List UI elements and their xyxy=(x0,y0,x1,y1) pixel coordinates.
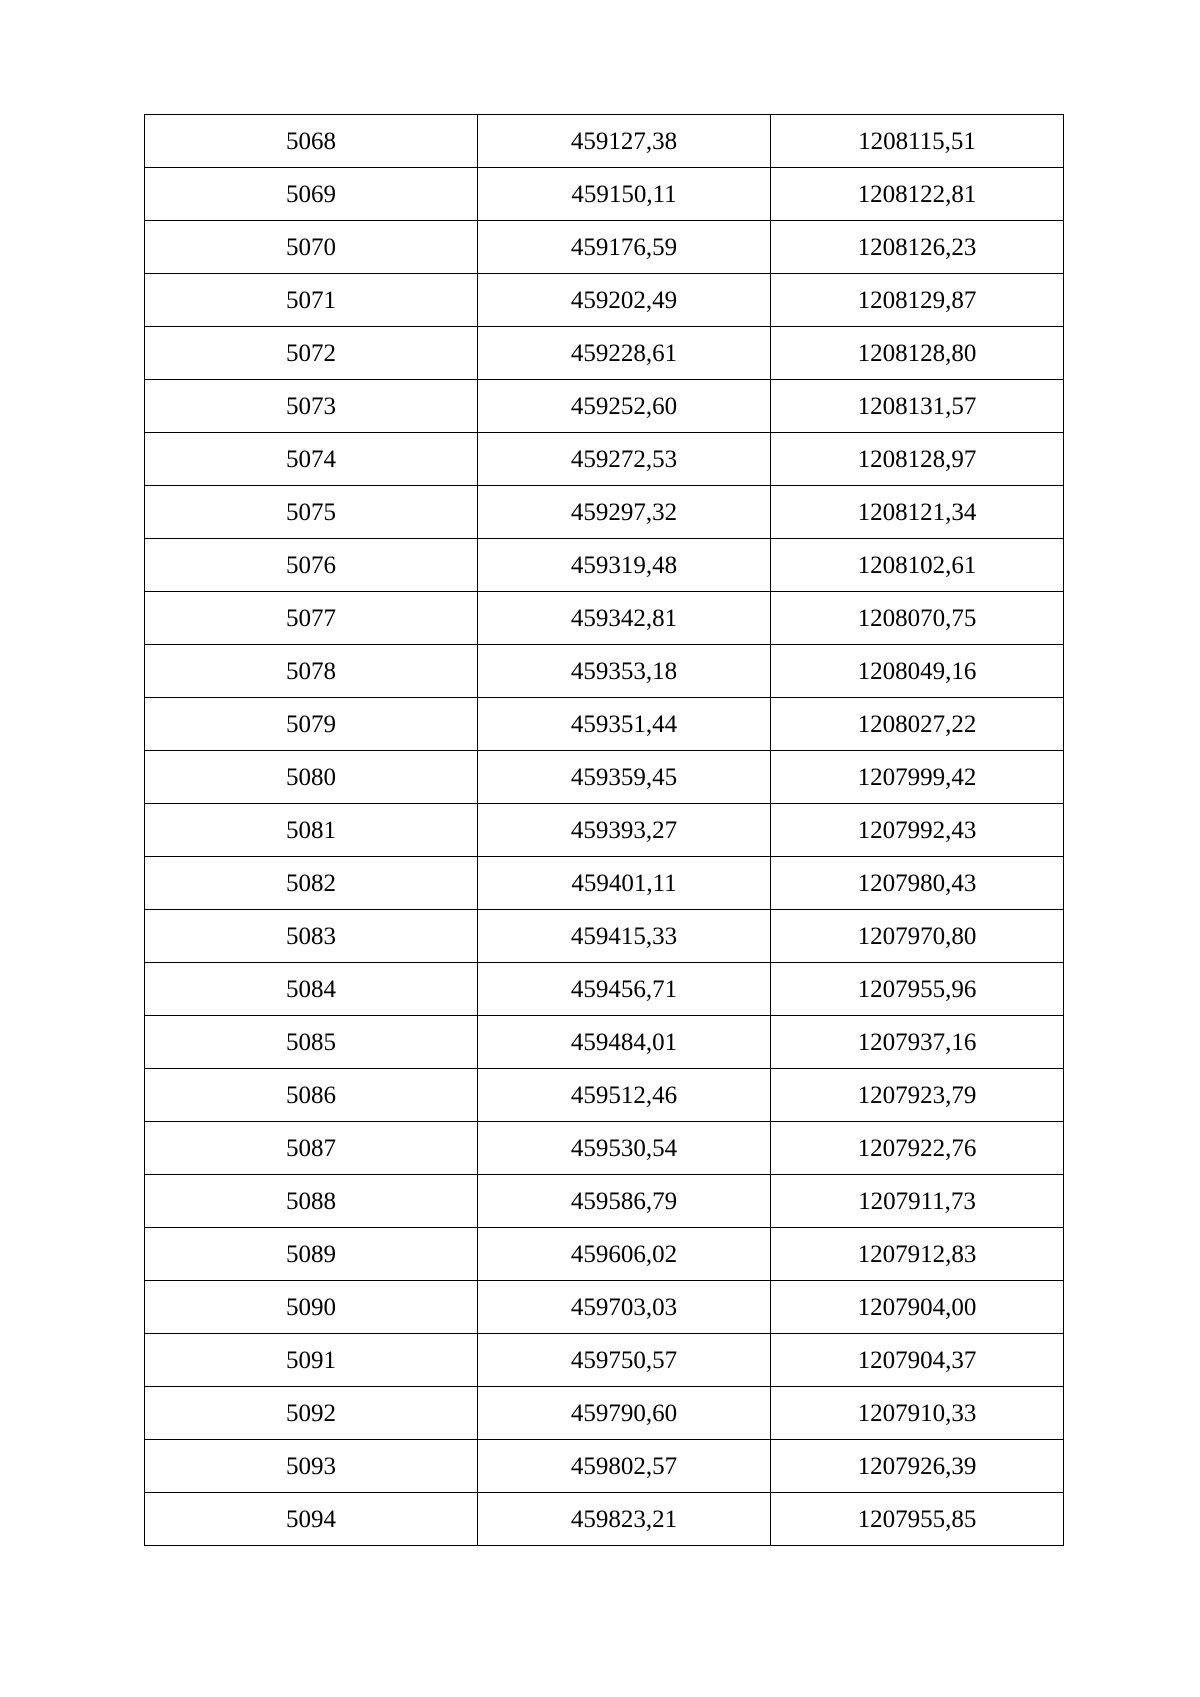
x-coordinate-cell: 459202,49 xyxy=(478,274,771,327)
point-number-cell: 5074 xyxy=(145,433,478,486)
table-row xyxy=(145,1228,1064,1281)
x-coordinate-cell: 459228,61 xyxy=(478,327,771,380)
table-row xyxy=(145,910,1064,963)
y-coordinate-cell: 1208131,57 xyxy=(771,380,1064,433)
point-number-cell: 5090 xyxy=(145,1281,478,1334)
y-coordinate-cell: 1208027,22 xyxy=(771,698,1064,751)
point-number-cell: 5091 xyxy=(145,1334,478,1387)
y-coordinate-cell: 1207912,83 xyxy=(771,1228,1064,1281)
point-number-cell: 5072 xyxy=(145,327,478,380)
point-number-cell: 5068 xyxy=(145,115,478,168)
y-coordinate-cell: 1207970,80 xyxy=(771,910,1064,963)
table-row xyxy=(145,698,1064,751)
table-row xyxy=(145,115,1064,168)
x-coordinate-cell: 459401,11 xyxy=(478,857,771,910)
y-coordinate-cell: 1207923,79 xyxy=(771,1069,1064,1122)
y-coordinate-cell: 1207922,76 xyxy=(771,1122,1064,1175)
y-coordinate-cell: 1208115,51 xyxy=(771,115,1064,168)
point-number-cell: 5084 xyxy=(145,963,478,1016)
x-coordinate-cell: 459823,21 xyxy=(478,1493,771,1546)
x-coordinate-cell: 459703,03 xyxy=(478,1281,771,1334)
point-number-cell: 5082 xyxy=(145,857,478,910)
table-row xyxy=(145,751,1064,804)
table-row xyxy=(145,1069,1064,1122)
y-coordinate-cell: 1208121,34 xyxy=(771,486,1064,539)
table-row xyxy=(145,221,1064,274)
point-number-cell: 5079 xyxy=(145,698,478,751)
y-coordinate-cell: 1208126,23 xyxy=(771,221,1064,274)
point-number-cell: 5088 xyxy=(145,1175,478,1228)
table-row xyxy=(145,804,1064,857)
y-coordinate-cell: 1208122,81 xyxy=(771,168,1064,221)
table-row xyxy=(145,168,1064,221)
y-coordinate-cell: 1207910,33 xyxy=(771,1387,1064,1440)
x-coordinate-cell: 459393,27 xyxy=(478,804,771,857)
point-number-cell: 5093 xyxy=(145,1440,478,1493)
x-coordinate-cell: 459176,59 xyxy=(478,221,771,274)
table-row xyxy=(145,1440,1064,1493)
y-coordinate-cell: 1207999,42 xyxy=(771,751,1064,804)
y-coordinate-cell: 1207904,00 xyxy=(771,1281,1064,1334)
table-row xyxy=(145,327,1064,380)
table-row xyxy=(145,486,1064,539)
table-row xyxy=(145,963,1064,1016)
y-coordinate-cell: 1207955,85 xyxy=(771,1493,1064,1546)
coordinates-table xyxy=(144,114,1064,1546)
x-coordinate-cell: 459359,45 xyxy=(478,751,771,804)
y-coordinate-cell: 1208129,87 xyxy=(771,274,1064,327)
y-coordinate-cell: 1207937,16 xyxy=(771,1016,1064,1069)
point-number-cell: 5094 xyxy=(145,1493,478,1546)
x-coordinate-cell: 459342,81 xyxy=(478,592,771,645)
point-number-cell: 5078 xyxy=(145,645,478,698)
point-number-cell: 5086 xyxy=(145,1069,478,1122)
table-row xyxy=(145,592,1064,645)
y-coordinate-cell: 1208128,80 xyxy=(771,327,1064,380)
x-coordinate-cell: 459127,38 xyxy=(478,115,771,168)
coordinates-table-body xyxy=(145,115,1064,1546)
table-row xyxy=(145,1122,1064,1175)
table-row xyxy=(145,274,1064,327)
x-coordinate-cell: 459802,57 xyxy=(478,1440,771,1493)
x-coordinate-cell: 459415,33 xyxy=(478,910,771,963)
x-coordinate-cell: 459150,11 xyxy=(478,168,771,221)
x-coordinate-cell: 459512,46 xyxy=(478,1069,771,1122)
point-number-cell: 5081 xyxy=(145,804,478,857)
x-coordinate-cell: 459484,01 xyxy=(478,1016,771,1069)
table-row xyxy=(145,1175,1064,1228)
point-number-cell: 5083 xyxy=(145,910,478,963)
x-coordinate-cell: 459750,57 xyxy=(478,1334,771,1387)
table-row xyxy=(145,380,1064,433)
point-number-cell: 5080 xyxy=(145,751,478,804)
point-number-cell: 5077 xyxy=(145,592,478,645)
x-coordinate-cell: 459319,48 xyxy=(478,539,771,592)
y-coordinate-cell: 1207904,37 xyxy=(771,1334,1064,1387)
table-row xyxy=(145,1334,1064,1387)
x-coordinate-cell: 459272,53 xyxy=(478,433,771,486)
point-number-cell: 5087 xyxy=(145,1122,478,1175)
y-coordinate-cell: 1207955,96 xyxy=(771,963,1064,1016)
point-number-cell: 5076 xyxy=(145,539,478,592)
table-row xyxy=(145,1016,1064,1069)
x-coordinate-cell: 459530,54 xyxy=(478,1122,771,1175)
point-number-cell: 5069 xyxy=(145,168,478,221)
y-coordinate-cell: 1207911,73 xyxy=(771,1175,1064,1228)
x-coordinate-cell: 459252,60 xyxy=(478,380,771,433)
y-coordinate-cell: 1207992,43 xyxy=(771,804,1064,857)
table-row xyxy=(145,1387,1064,1440)
point-number-cell: 5089 xyxy=(145,1228,478,1281)
x-coordinate-cell: 459351,44 xyxy=(478,698,771,751)
x-coordinate-cell: 459353,18 xyxy=(478,645,771,698)
y-coordinate-cell: 1208049,16 xyxy=(771,645,1064,698)
x-coordinate-cell: 459606,02 xyxy=(478,1228,771,1281)
table-row xyxy=(145,857,1064,910)
table-row xyxy=(145,1493,1064,1546)
y-coordinate-cell: 1208128,97 xyxy=(771,433,1064,486)
table-row xyxy=(145,1281,1064,1334)
y-coordinate-cell: 1208102,61 xyxy=(771,539,1064,592)
x-coordinate-cell: 459297,32 xyxy=(478,486,771,539)
table-row xyxy=(145,433,1064,486)
point-number-cell: 5092 xyxy=(145,1387,478,1440)
point-number-cell: 5085 xyxy=(145,1016,478,1069)
table-row xyxy=(145,539,1064,592)
x-coordinate-cell: 459456,71 xyxy=(478,963,771,1016)
point-number-cell: 5073 xyxy=(145,380,478,433)
point-number-cell: 5071 xyxy=(145,274,478,327)
point-number-cell: 5075 xyxy=(145,486,478,539)
x-coordinate-cell: 459790,60 xyxy=(478,1387,771,1440)
y-coordinate-cell: 1207980,43 xyxy=(771,857,1064,910)
table-row xyxy=(145,645,1064,698)
y-coordinate-cell: 1207926,39 xyxy=(771,1440,1064,1493)
point-number-cell: 5070 xyxy=(145,221,478,274)
x-coordinate-cell: 459586,79 xyxy=(478,1175,771,1228)
y-coordinate-cell: 1208070,75 xyxy=(771,592,1064,645)
